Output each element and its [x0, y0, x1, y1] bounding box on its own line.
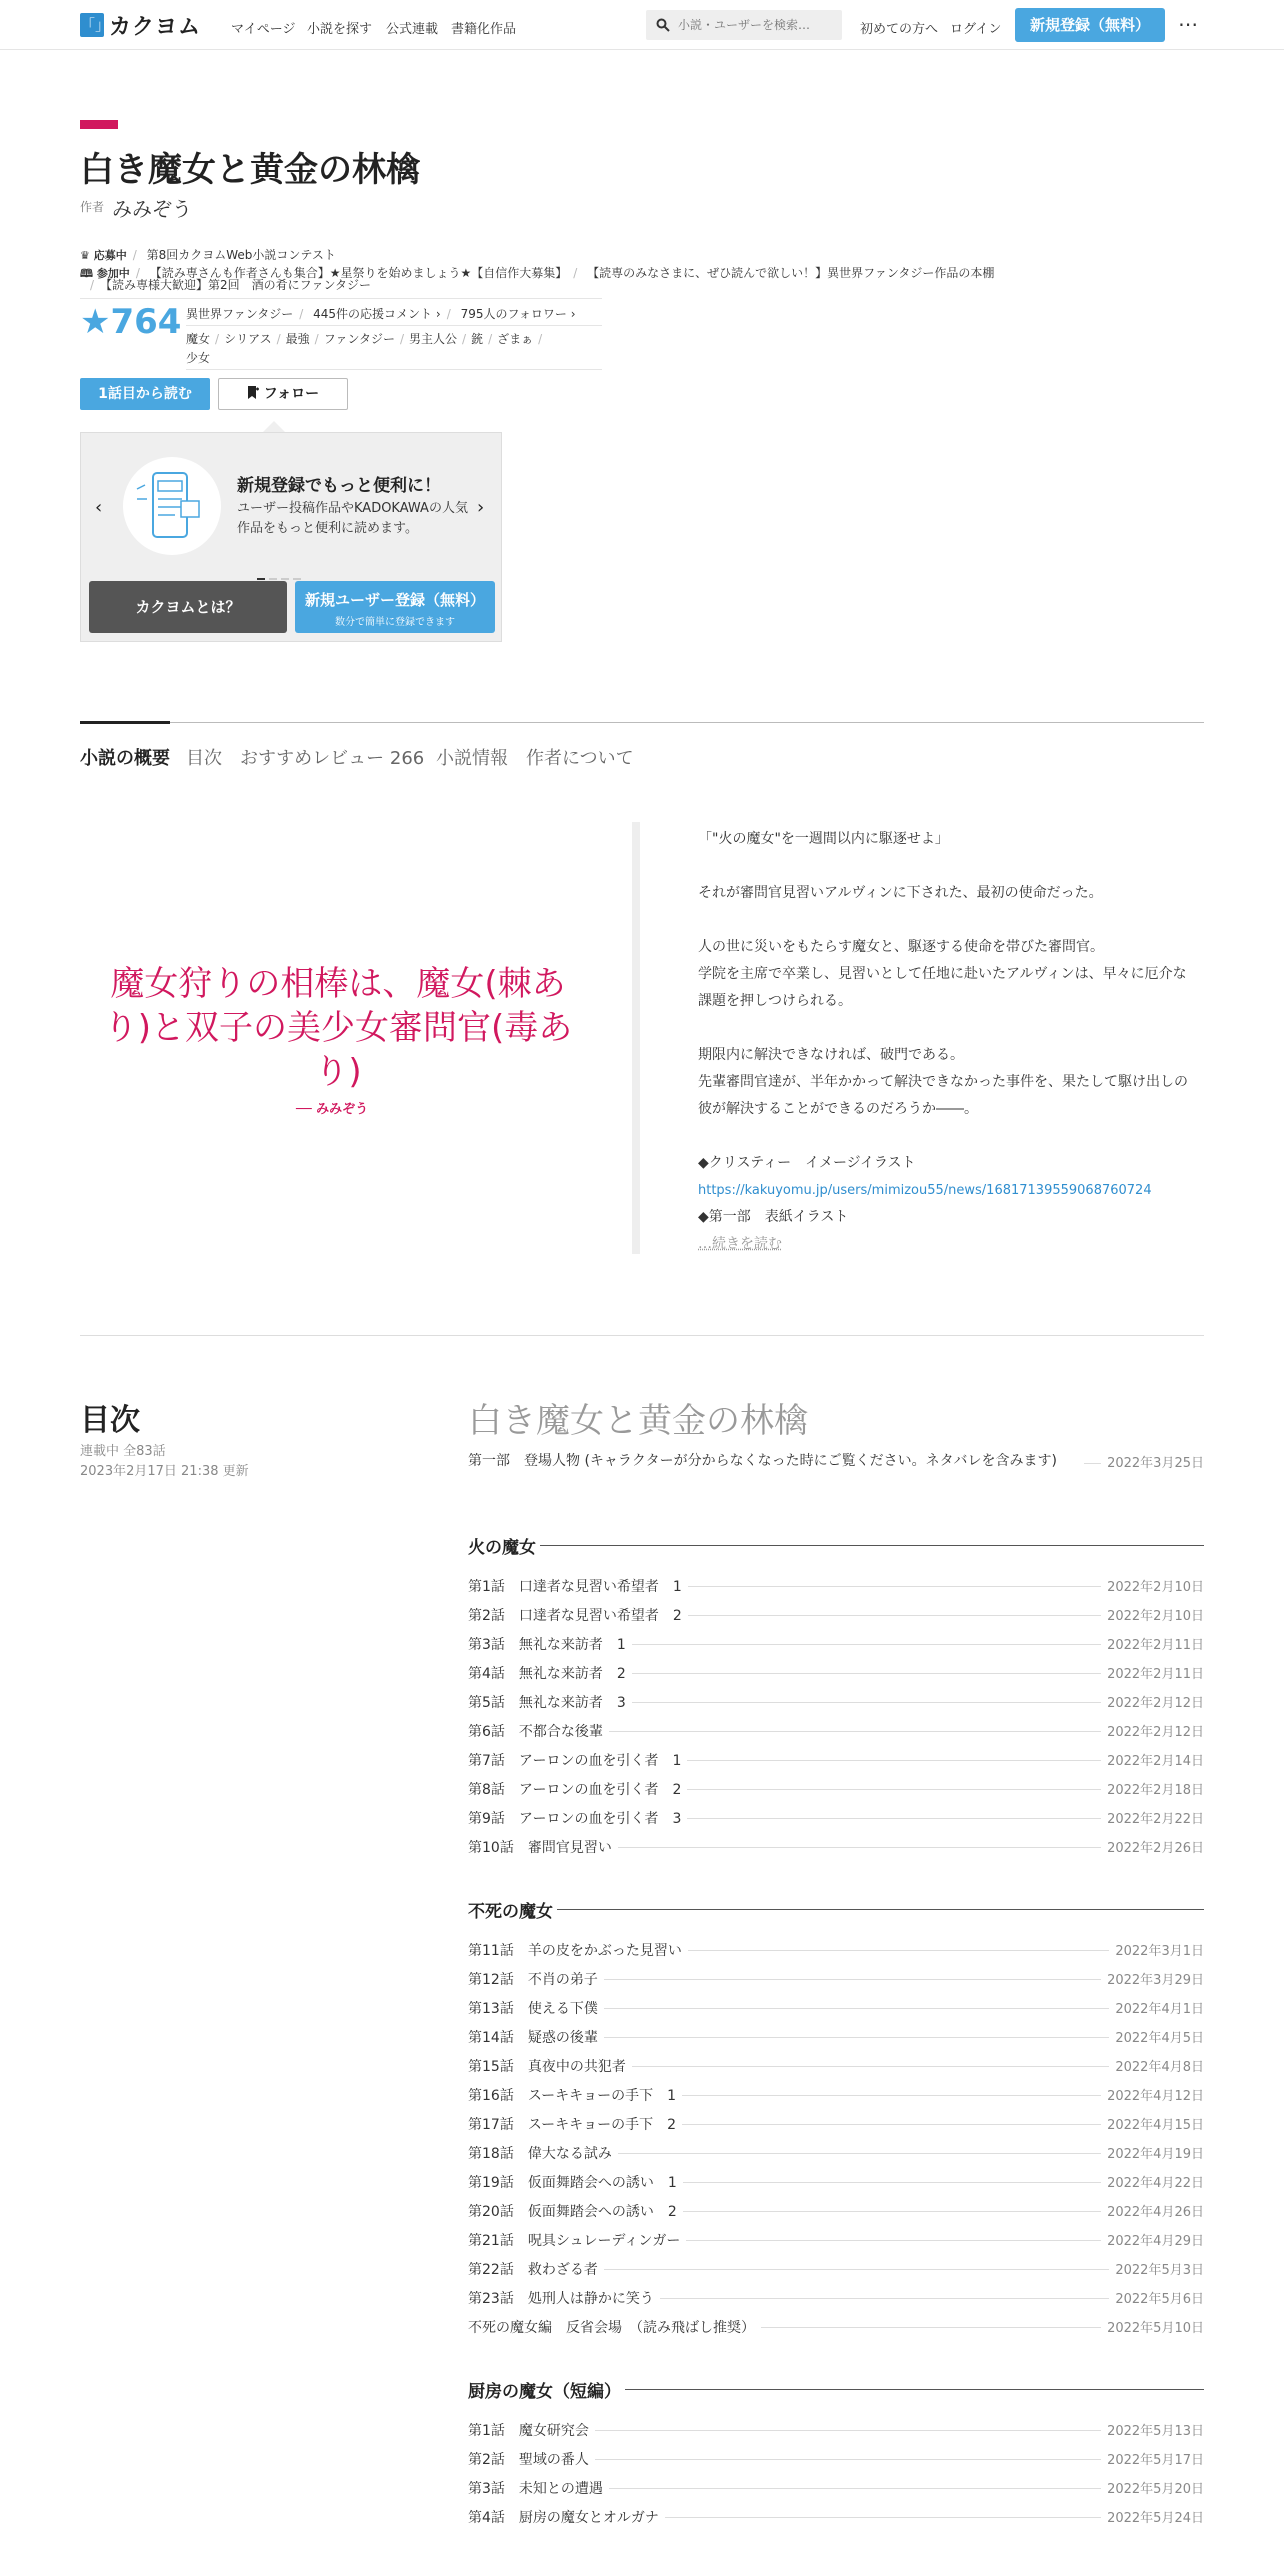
tag-link[interactable]: 少女: [186, 351, 211, 365]
episode-title: 第21話 呪具シュレーディンガー: [468, 2233, 681, 2249]
episode-date: 2022年2月10日: [1107, 1609, 1204, 1624]
episode-link[interactable]: [468, 2449, 1204, 2478]
episode-date: 2022年3月29日: [1107, 1973, 1204, 1988]
author-label: 作者: [80, 200, 105, 214]
chapter-name: 火の魔女: [468, 1537, 536, 1558]
episode-date: 2022年2月14日: [1107, 1754, 1204, 1769]
search-icon[interactable]: [656, 18, 670, 32]
episode-link[interactable]: [468, 2259, 1204, 2288]
intro-line: ◆第一部 表紙イラスト: [698, 1209, 849, 1225]
tag-link[interactable]: シリアス: [224, 332, 272, 346]
toc-heading: 目次: [80, 1403, 140, 1438]
episode-date: 2022年2月18日: [1107, 1783, 1204, 1798]
episode-date: 2022年5月24日: [1107, 2511, 1204, 2526]
episode-date: 2022年4月15日: [1107, 2118, 1204, 2133]
chapters: [468, 1530, 1204, 2536]
bookmark-icon: [247, 386, 259, 399]
chevron-right-icon: ›: [570, 307, 576, 321]
episode-title: 第4話 無礼な来訪者 2: [468, 1666, 626, 1682]
phone-icon: [123, 457, 221, 555]
joined-row-2: / 【読み専様大歓迎】第2回 酒の肴にファンタジー: [90, 278, 371, 292]
episode-date: 2022年2月12日: [1107, 1696, 1204, 1711]
episode-link[interactable]: [468, 1940, 1204, 1969]
episode-link[interactable]: [468, 1779, 1204, 1808]
joined-row: 🕮 参加中 / 【読み専さんも作者さんも集合】★星祭りを始めましょう★【自信作大募集】 / 【読専のみなさまに、ぜひ読んで欲しい！】異世界ファンタジー作品の本棚: [80, 266, 995, 280]
episode-title: 第11話 羊の皮をかぶった見習い: [468, 1943, 682, 1959]
author-name[interactable]: みみぞう: [112, 197, 192, 221]
episode-date: 2022年2月11日: [1107, 1638, 1204, 1653]
episode-title: 第22話 救わざる者: [468, 2262, 598, 2278]
episode-title: 第19話 仮面舞踏会への誘い 1: [468, 2175, 677, 2191]
episode-date: 2022年2月22日: [1107, 1812, 1204, 1827]
episode-title: 第13話 使える下僕: [468, 2001, 598, 2017]
episode-link[interactable]: [468, 1605, 1204, 1634]
episode-link[interactable]: [468, 1450, 1204, 1502]
intro-line: [698, 1015, 1188, 1042]
chapter-heading: [468, 2374, 1204, 2404]
episode-link[interactable]: [468, 1721, 1204, 1750]
tag-link[interactable]: 銃: [471, 332, 484, 346]
tabs-divider: [80, 722, 1204, 723]
toc-work-title: 白き魔女と黄金の林檎: [468, 1401, 808, 1441]
chevron-left-icon[interactable]: ‹: [95, 497, 103, 518]
episode-date: 2022年4月8日: [1115, 2060, 1204, 2075]
episode-title: 第9話 アーロンの血を引く者 3: [468, 1811, 682, 1827]
register-sub-label: 数分で簡単に登録できます: [335, 617, 455, 628]
episode-title: 第14話 疑惑の後輩: [468, 2030, 598, 2046]
episode-title: 第15話 真夜中の共犯者: [468, 2059, 626, 2075]
chapter-heading: [468, 1530, 1204, 1560]
comments-link[interactable]: 445件の応援コメント: [313, 307, 433, 321]
episode-title: 第18話 偉大なる試み: [468, 2146, 612, 2162]
promo-box: [80, 432, 502, 642]
episode-title: 第8話 アーロンの血を引く者 2: [468, 1782, 682, 1798]
tab-novel-info[interactable]: 小説情報: [436, 748, 508, 769]
read-more-link[interactable]: …続きを読む: [698, 1236, 782, 1252]
tab-about-author[interactable]: 作者について: [526, 748, 634, 769]
title-accent-bar: [80, 120, 118, 129]
toc-status: 連載中 全83話: [80, 1444, 166, 1459]
toc-updated: 2023年2月17日 21:38 更新: [80, 1464, 249, 1479]
episode-date: 2022年4月1日: [1115, 2002, 1204, 2017]
intro-line: ◆クリスティー イメージイラスト: [698, 1155, 916, 1171]
joined-item-1[interactable]: 【読み専さんも作者さんも集合】★星祭りを始めましょう★【自信作大募集】: [149, 266, 568, 280]
joined-label: 参加中: [96, 267, 130, 280]
episode-title: 第20話 仮面舞踏会への誘い 2: [468, 2204, 677, 2220]
episode-link[interactable]: [468, 2027, 1204, 2056]
episode-title: 第3話 未知との遭遇: [468, 2481, 603, 2497]
intro-line: [698, 1123, 1188, 1150]
register-label: 新規ユーザー登録（無料）: [304, 591, 485, 609]
tab-overview[interactable]: 小説の概要: [80, 748, 170, 769]
episode-title: 第2話 聖域の番人: [468, 2452, 589, 2468]
episode-date: 2022年4月5日: [1115, 2031, 1204, 2046]
episode-title: 第16話 スーキキョーの手下 1: [468, 2088, 677, 2104]
episode-date: 2022年2月10日: [1107, 1580, 1204, 1595]
intro-line: 先輩審問官達が、半年かかって解決できなかった事件を、果たして駆け出しの彼が解決することができるのだろうか――。: [698, 1074, 1188, 1117]
chevron-right-icon: ›: [435, 307, 441, 321]
episode-link[interactable]: [468, 2056, 1204, 2085]
divider: [186, 369, 602, 370]
toc-list: [468, 1450, 1204, 2536]
genre-link[interactable]: 異世界ファンタジー: [186, 307, 294, 321]
episode-date: 2022年4月12日: [1107, 2089, 1204, 2104]
episode-link[interactable]: [468, 1634, 1204, 1663]
episode-date: 2022年5月17日: [1107, 2453, 1204, 2468]
work-title[interactable]: 白き魔女と黄金の林檎: [80, 150, 420, 190]
applying-row: ♛ 応募中 / 第8回カクヨムWeb小説コンテスト: [80, 248, 336, 262]
chevron-right-icon[interactable]: ›: [477, 497, 485, 518]
chapter-heading: [468, 1894, 1204, 1924]
divider: [186, 325, 602, 326]
promo-title: 新規登録でもっと便利に！: [237, 476, 441, 496]
episode-date: 2022年4月26日: [1107, 2205, 1204, 2220]
login-link[interactable]: ログイン: [950, 22, 1002, 37]
episode-date: 2022年5月3日: [1115, 2263, 1204, 2278]
promo-description: ユーザー投稿作品やKADOKAWAの人気作品をもっと便利に読めます。: [237, 501, 468, 536]
episode-date: 2022年2月11日: [1107, 1667, 1204, 1682]
episode-link[interactable]: [468, 2172, 1204, 2201]
tab-toc[interactable]: 目次: [186, 748, 222, 769]
applying-label: 応募中: [93, 249, 127, 262]
intro-line: 人の世に災いをもたらす魔女と、駆逐する使命を帯びた審問官。: [698, 939, 1104, 955]
episode-title: 第3話 無礼な来訪者 1: [468, 1637, 626, 1653]
episode-link[interactable]: [468, 1837, 1204, 1866]
episode-date: 2022年5月20日: [1107, 2482, 1204, 2497]
intro-line: 期限内に解決できなければ、破門である。: [698, 1047, 964, 1063]
logo-mark[interactable]: 「」: [80, 13, 104, 37]
chapter-name: 不死の魔女: [468, 1901, 553, 1922]
episode-date: 2022年4月29日: [1107, 2234, 1204, 2249]
contest-link[interactable]: 第8回カクヨムWeb小説コンテスト: [146, 248, 336, 262]
tag-link[interactable]: ファンタジー: [323, 332, 395, 346]
episode-title: 第7話 アーロンの血を引く者 1: [468, 1753, 682, 1769]
followers-link[interactable]: 795人のフォロワー: [460, 307, 567, 321]
chapter-name: 厨房の魔女（短編）: [468, 2381, 621, 2402]
episode-title: 第6話 不都合な後輩: [468, 1724, 603, 1740]
introduction: [698, 826, 1188, 1258]
catchphrase-author: ── みみぞう: [296, 1102, 369, 1117]
nav-published-works[interactable]: 書籍化作品: [451, 22, 517, 37]
intro-line: [698, 907, 1188, 934]
episode-link[interactable]: [468, 2420, 1204, 2449]
episode-link[interactable]: [468, 2143, 1204, 2172]
episode-date: 2022年4月19日: [1107, 2147, 1204, 2162]
tag-link[interactable]: ざまぁ: [497, 332, 534, 346]
section-divider: [80, 1335, 1204, 1336]
nav-mypage[interactable]: マイページ: [231, 22, 296, 37]
site-header: [0, 0, 1284, 50]
episode-title: 第1話 魔女研究会: [468, 2423, 589, 2439]
episode-link[interactable]: [468, 1692, 1204, 1721]
phone-illustration: [123, 457, 221, 555]
tag-list: 魔女 / シリアス / 最強 / ファンタジー / 男主人公 / 銃 / ざまぁ / 少女: [186, 332, 543, 365]
nav-find-novels[interactable]: 小説を探す: [307, 22, 373, 37]
tab-reviews[interactable]: おすすめレビュー 266: [240, 748, 425, 769]
about-kakuyomu-button[interactable]: カクヨムとは？: [89, 581, 287, 633]
episode-link[interactable]: [468, 1998, 1204, 2027]
episode-date: 2022年4月22日: [1107, 2176, 1204, 2191]
tab-active-indicator: [80, 721, 170, 724]
register-button[interactable]: [295, 581, 495, 633]
episode-link[interactable]: [468, 2114, 1204, 2143]
episode-title: 第23話 処刑人は静かに笑う: [468, 2291, 654, 2307]
nav-official-serial[interactable]: 公式連載: [386, 22, 439, 37]
tag-link[interactable]: 男主人公: [409, 332, 458, 346]
meta-line: 異世界ファンタジー / 445件の応援コメント › / 795人のフォロワー ›: [186, 307, 576, 321]
search-box: [646, 10, 842, 40]
episode-date: 2022年5月13日: [1107, 2424, 1204, 2439]
read-first-button[interactable]: 1話目から読む: [80, 378, 210, 410]
follow-label: フォロー: [263, 386, 320, 402]
illustration-link[interactable]: https://kakuyomu.jp/users/mimizou55/news/16817139559068760724: [698, 1183, 1152, 1198]
follow-button[interactable]: [218, 378, 348, 410]
joined-item-2[interactable]: 【読専のみなさまに、ぜひ読んで欲しい！】異世界ファンタジー作品の本棚: [587, 266, 995, 280]
beginner-link[interactable]: 初めての方へ: [860, 22, 939, 37]
tag-link[interactable]: 最強: [285, 332, 310, 346]
episode-date: 2022年5月10日: [1107, 2321, 1204, 2336]
episode-title: 第2話 口達者な見習い希望者 2: [468, 1608, 682, 1624]
signup-button[interactable]: 新規登録（無料）: [1015, 8, 1165, 42]
intro-line: 「"火の魔女"を一週間以内に駆逐せよ」: [698, 831, 949, 847]
episode-title: 第5話 無礼な来訪者 3: [468, 1695, 626, 1711]
book-icon: 🕮: [80, 267, 93, 280]
joined-item-3[interactable]: 【読み専様大歓迎】第2回 酒の肴にファンタジー: [100, 278, 371, 292]
episode-link[interactable]: [468, 2478, 1204, 2507]
episode-link[interactable]: [468, 2317, 1204, 2346]
episode-date: 2022年3月1日: [1115, 1944, 1204, 1959]
episode-title: 第12話 不肖の弟子: [468, 1972, 598, 1988]
intro-line: 学院を主席で卒業し、見習いとして任地に赴いたアルヴィンは、早々に厄介な課題を押しつけられる。: [698, 966, 1187, 1009]
episode-date: 2022年2月12日: [1107, 1725, 1204, 1740]
crown-icon: ♛: [80, 249, 90, 262]
episode-link[interactable]: [468, 2288, 1204, 2317]
logo-text[interactable]: カクヨム: [109, 15, 202, 40]
episode-date: 2022年3月25日: [1107, 1456, 1204, 1471]
intro-line: [698, 853, 1188, 880]
catchphrase: 魔女狩りの相棒は、魔女(棘あり)と双子の美少女審問官(毒あり): [103, 964, 573, 1092]
episode-link[interactable]: [468, 2201, 1204, 2230]
episode-date: 2022年2月26日: [1107, 1841, 1204, 1856]
episode-title: 第一部 登場人物 (キャラクターが分からなくなった時にご覧ください。ネタバレを含みます): [468, 1453, 1057, 1469]
episode-title: 第1話 口達者な見習い希望者 1: [468, 1579, 682, 1595]
search-input[interactable]: [678, 15, 834, 35]
episode-link[interactable]: [468, 1969, 1204, 1998]
episode-link[interactable]: [468, 1808, 1204, 1837]
episode-link[interactable]: [468, 2085, 1204, 2114]
intro-divider: [632, 822, 640, 1254]
episode-title: 第17話 スーキキョーの手下 2: [468, 2117, 677, 2133]
episode-link[interactable]: [468, 1663, 1204, 1692]
divider: [80, 298, 602, 299]
episode-date: 2022年5月6日: [1115, 2292, 1204, 2307]
star-count[interactable]: ★764: [80, 302, 182, 342]
more-menu-icon[interactable]: ⋯: [1178, 12, 1199, 36]
intro-line: それが審問官見習いアルヴィンに下された、最初の使命だった。: [698, 885, 1103, 901]
tag-link[interactable]: 魔女: [186, 332, 211, 346]
episode-link[interactable]: [468, 1750, 1204, 1779]
episode-title: 不死の魔女編 反省会場 （読み飛ばし推奨）: [468, 2320, 755, 2336]
episode-link[interactable]: [468, 2230, 1204, 2259]
episode-link[interactable]: [468, 2507, 1204, 2536]
episode-title: 第4話 厨房の魔女とオルガナ: [468, 2510, 659, 2526]
episode-link[interactable]: [468, 1576, 1204, 1605]
episode-title: 第10話 審問官見習い: [468, 1840, 612, 1856]
